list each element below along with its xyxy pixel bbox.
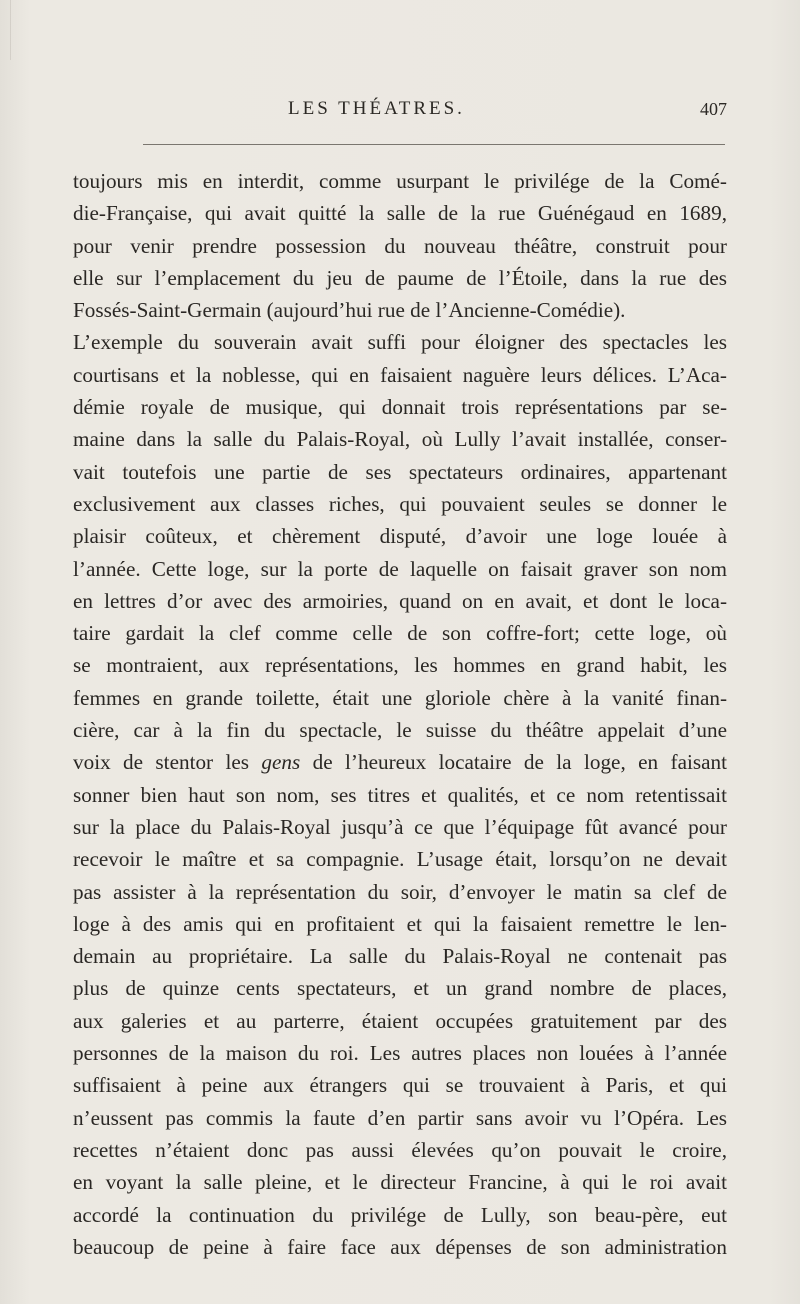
text-line: recevoir le maître et sa compagnie. L’usage était, lorsqu’on ne devait — [73, 847, 727, 872]
text-line: démie royale de musique, qui donnait trois représentations par se- — [73, 395, 727, 420]
text-line: plaisir coûteux, et chèrement disputé, d’avoir une loge louée à — [73, 524, 727, 549]
text-line: suffisaient à peine aux étrangers qui se trouvaient à Paris, et qui — [73, 1073, 727, 1098]
text-line: courtisans et la noblesse, qui en faisaient naguère leurs délices. L’Aca- — [73, 362, 727, 387]
text-line: demain au propriétaire. La salle du Palais-Royal ne contenait pas — [73, 944, 727, 969]
text-line: se montraient, aux représentations, les hommes en grand habit, les — [73, 653, 727, 678]
body-text — [73, 165, 727, 1263]
text-line: cière, car à la fin du spectacle, le suisse du théâtre appelait d’une — [73, 718, 727, 743]
text-line: L’exemple du souverain avait suffi pour éloigner des spectacles les — [73, 330, 727, 355]
text-line: beaucoup de peine à faire face aux dépenses de son administration — [73, 1234, 727, 1259]
text-line: pour venir prendre possession du nouveau théâtre, construit pour — [73, 233, 727, 258]
text-line: exclusivement aux classes riches, qui pouvaient seules se donner le — [73, 491, 727, 516]
text-line: sonner bien haut son nom, ses titres et qualités, et ce nom retentissait — [73, 782, 727, 807]
text-line: aux galeries et au parterre, étaient occupées gratuitement par des — [73, 1008, 727, 1033]
text-line: vait toutefois une partie de ses spectateurs ordinaires, appartenant — [73, 459, 727, 484]
header-rule — [143, 144, 725, 145]
text-line: l’année. Cette loge, sur la porte de laquelle on faisait graver son nom — [73, 556, 727, 581]
text-line: toujours mis en interdit, comme usurpant le privilége de la Comé- — [73, 169, 727, 193]
text-line: taire gardait la clef comme celle de son coffre-fort; cette loge, où — [73, 621, 727, 646]
text-line: recettes n’étaient donc pas aussi élevées qu’on pouvait le croire, — [73, 1137, 727, 1162]
text-line: die-Française, qui avait quitté la salle de la rue Guénégaud en 1689, — [73, 201, 727, 226]
text-line: en lettres d’or avec des armoiries, quand on en avait, et dont le loca- — [73, 588, 727, 613]
page-header — [0, 98, 800, 124]
text-line: en voyant la salle pleine, et le directeur Francine, à qui le roi avait — [73, 1170, 727, 1195]
text-line: femmes en grande toilette, était une gloriole chère à la vanité finan- — [73, 685, 727, 710]
text-line: pas assister à la représentation du soir, d’envoyer le matin sa clef de — [73, 879, 727, 904]
page-edge-mark — [0, 0, 11, 60]
text-line: sur la place du Palais-Royal jusqu’à ce que l’équipage fût avancé pour — [73, 814, 727, 839]
text-line: maine dans la salle du Palais-Royal, où Lully l’avait installée, conser- — [73, 427, 727, 452]
text-line: Fossés-Saint-Germain (aujourd’hui rue de l’Ancienne-Comédie). — [73, 298, 626, 323]
text-line: voix de stentor les gens de l’heureux locataire de la loge, en faisant — [73, 750, 727, 775]
text-line: accordé la continuation du privilége de Lully, son beau-père, eut — [73, 1202, 727, 1227]
text-line: elle sur l’emplacement du jeu de paume de l’Étoile, dans la rue des — [73, 265, 727, 290]
text-line: loge à des amis qui en profitaient et qui la faisaient remettre le len- — [73, 911, 727, 936]
text-line: personnes de la maison du roi. Les autres places non louées à l’année — [73, 1041, 727, 1066]
running-head: LES THÉATRES. — [288, 98, 465, 119]
page-number: 407 — [700, 99, 727, 119]
text-line: n’eussent pas commis la faute d’en partir sans avoir vu l’Opéra. Les — [73, 1105, 727, 1130]
italic-word: gens — [261, 750, 301, 775]
text-line: plus de quinze cents spectateurs, et un grand nombre de places, — [73, 976, 727, 1001]
